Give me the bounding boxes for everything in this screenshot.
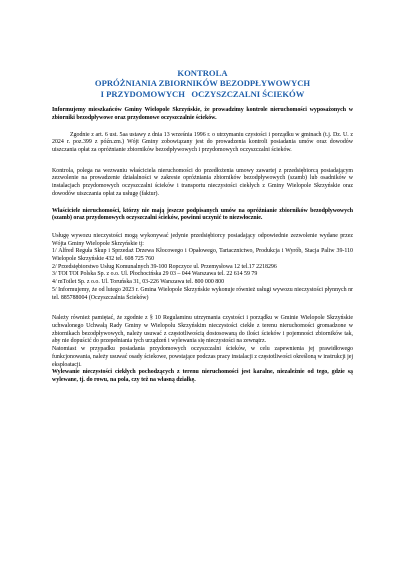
provider-item-3: 3/ TOI TOI Polska Sp. z o.o. Ul. Płochocińska 29 03 – 044 Warszawa tel. 22 614 59 79 xyxy=(52,271,258,278)
provider-item-2: 2/ Przedsiębiorstwo Usług Komunalnych 39-100 Ropczyce ul. Przemysłowa 12 tel.17 2218296 xyxy=(52,263,277,270)
inspection-paragraph: Kontrola, polega na wezwaniu właściciela nieruchomości do przedłożenia umowy zawartej z przedsiębiorcą posiadającym zezwolenie na prowadzenie działalności w zakresie opróżniania zbiorników bezodpływowych (szamb) lub osadników w instalacjach przydomowych oczyszczalni ścieków i transportu nieczystości ciekłych z Gminy Wielopole Skrzyńskie oraz dowodów uiszczania opłat za usługę (faktur). xyxy=(52,167,353,197)
title-line-2: OPRÓŻNIANIA ZBIORNIKÓW BEZODPŁYWOWYCH xyxy=(94,78,311,89)
title-line-3: I PRZYDOMOWYCH OCZYSZCZALNI ŚCIEKÓW xyxy=(100,88,305,99)
providers-intro-paragraph: Usługę wywozu nieczystości mogą wykonywać jedynie przedsiębiorcy posiadający odpowiednie zezwolenie wydane przez Wójta Gminy Wielopole Skrzyńskie tj: xyxy=(52,232,353,247)
intro-paragraph: Informujemy mieszkańców Gminy Wielopole Skrzyńskie, że prowadzimy kontrole nieruchomości wyposażonych w zbiorniki bezodpływowe oraz przydomowe oczyszczalnie ścieków. xyxy=(52,107,353,121)
title-line-1: KONTROLA xyxy=(177,68,228,78)
document-title xyxy=(52,68,353,99)
legal-basis-paragraph: Zgodnie z art. 6 ust. 5aa ustawy z dnia 13 września 1996 r. o utrzymaniu czystości i porządku w gminach (t.j. Dz. U. z 2024 r. poz.399 z późn.zm.) Wójt Gminy zobowiązany jest do prowadzenia kontroli posiadania umów oraz dowodów uiszczania opłat za opróżnianie zbiorników bezodpływowych i przydomowych oczyszczalni ścieków. xyxy=(52,131,353,154)
provider-item-1: 1/ Alfred Reguła Skup i Sprzedaż Drzewa Kłocowego i Opałowego, Tartacznictwo, Produkcja i Wyrób, Stacja Paliw 39-110 Wielopole Skrzyńskie 432 tel. 608 725 760 xyxy=(52,248,353,263)
penalty-paragraph: Wylewanie nieczystości ciekłych pochodzących z terenu nieruchomości jest karalne, niezależnie od tego, gdzie są wylewane, tj. do rowu, na pola, czy też na własną działkę. xyxy=(52,369,353,383)
owners-notice-paragraph: Właściciele nieruchomości, którzy nie mają jeszcze podpisanych umów na opróżnianie zbiorników bezodpływowych (szamb) oraz przydomowych oczyszczalni ścieków, powinni uczynić to niezwłocznie. xyxy=(52,207,353,222)
provider-list xyxy=(52,248,353,302)
provider-item-4: 4/ mToilet Sp. z o.o. Ul. Toruńska 31, 03-226 Warszawa tel. 800 000 800 xyxy=(52,279,225,286)
treatment-plant-paragraph: Natomiast w przypadku posiadania przydomowych oczyszczalni ścieków, w celu zapewnienia jej prawidłowego funkcjonowania, należy usuwać osady ściekowe, powstające podczas pracy instalacji z częstotliwości określoną w instrukcji jej eksploatacji. xyxy=(52,346,353,368)
regulation-paragraph: Należy również pamiętać, że zgodnie z § 10 Regulaminu utrzymania czystości i porządku w Gminie Wielopole Skrzyńskie uchwalonego Uchwałą Rady Gminy w Wielopolu Skrzyńskim nieczystości ciekłe z terenu nieruchomości gromadzone w zbiornikach bezodpływowych, należy usuwać z częstotliwością dostosowaną do ilości ścieków i pojemności zbiorników tak, aby nie dopuścić do przepełniania tych urządzeń i wylewania się nieczystości na zewnątrz. xyxy=(52,315,353,345)
provider-item-5: 5/ Informujemy, że od lutego 2023 r. Gmina Wielopole Skrzyńskie wykonuje również usługi wywozu nieczystości płynnych nr tel. 885788004 (Oczyszczalnia Ścieków) xyxy=(52,286,353,301)
